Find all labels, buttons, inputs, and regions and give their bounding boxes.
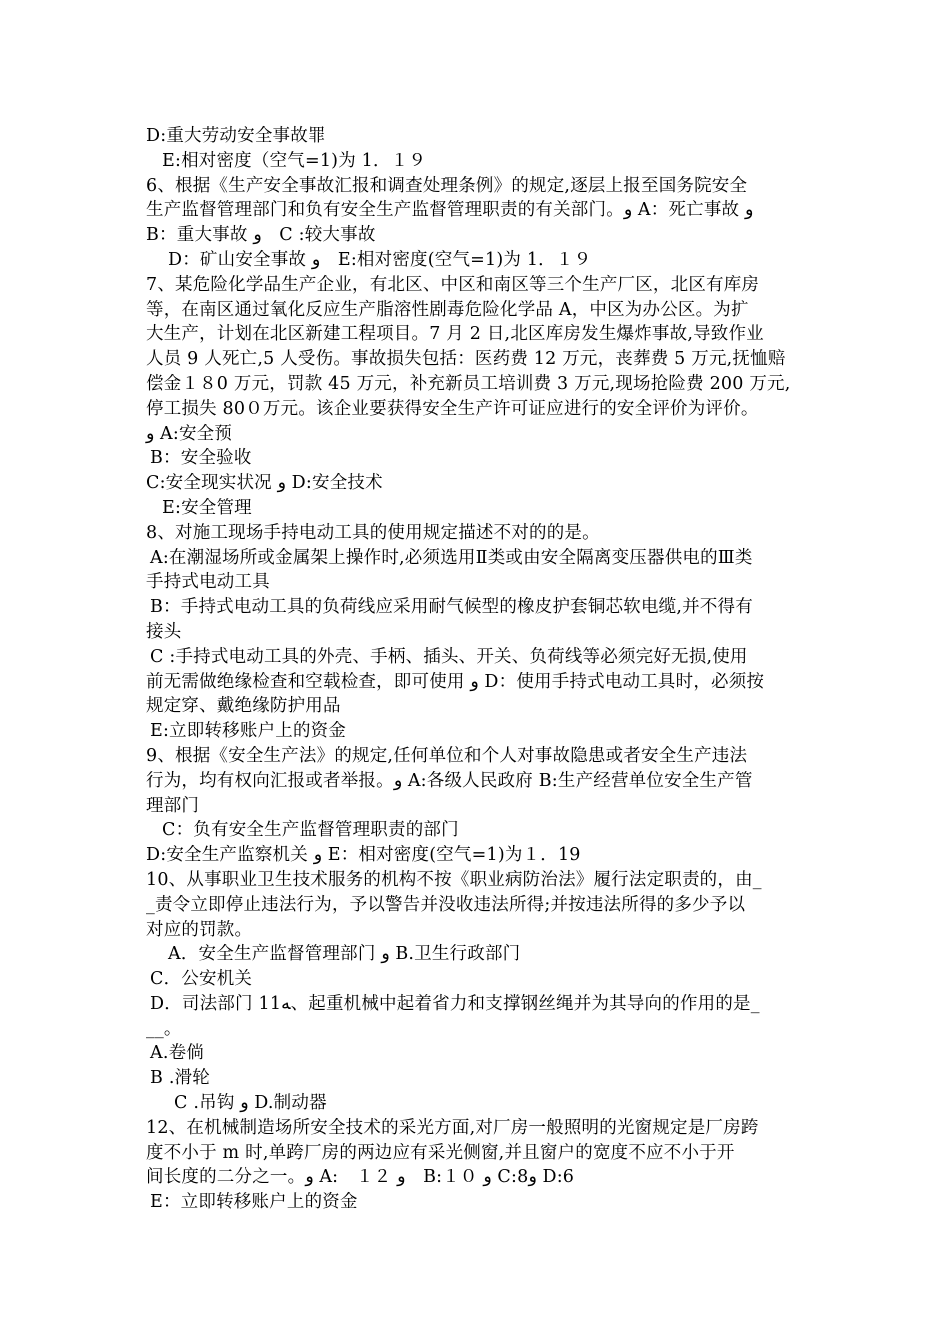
option-line: C:安全现实状况 و D:安全技术 <box>146 473 383 494</box>
option-line: C：负有安全生产监督管理职责的部门 <box>162 820 459 841</box>
question-line: 9、根据《安全生产法》的规定,任何单位和个人对事故隐患或者安全生产违法 <box>146 745 748 766</box>
option-line: 手持式电动工具 <box>146 572 270 593</box>
question-line: 间长度的二分之一。و A: １２ و B:１０ و C:8و D:6 <box>146 1167 575 1188</box>
option-line: A.卷倘 <box>150 1043 205 1064</box>
option-line: A:在潮湿场所或金属架上操作时,必须选用Ⅱ类或由安全隔离变压器供电的Ⅲ类 <box>150 547 753 568</box>
option-line: B：手持式电动工具的负荷线应采用耐气候型的橡皮护套铜芯软电缆,并不得有 <box>150 597 753 618</box>
question-line: D．司法部门 11ﻪ、起重机械中起着省力和支撑钢丝绳并为其导向的作用的是_ <box>150 993 760 1014</box>
question-line: __。 <box>146 1018 182 1039</box>
option-line: C．公安机关 <box>150 969 253 990</box>
question-line: 生产监督管理部门和负有安全生产监督管理职责的有关部门。و A：死亡事故 و <box>146 200 754 221</box>
question-line: 大生产，计划在北区新建工程项目。7 月 2 日,北区库房发生爆炸事故,导致作业 <box>146 324 764 345</box>
question-line: 偿金１８0 万元，罚款 45 万元，补充新员工培训费 3 万元,现场抢险费 200 万元, <box>146 373 791 394</box>
question-line: 对应的罚款。 <box>146 919 253 940</box>
question-line: _责令立即停止违法行为，予以警告并没收违法所得;并按违法所得的多少予以 <box>146 894 746 915</box>
option-line: B：安全验收 <box>150 448 252 469</box>
question-line: 行为，均有权向汇报或者举报。و A:各级人民政府 B:生产经营单位安全生产管 <box>146 770 753 791</box>
option-line: C :手持式电动工具的外壳、手柄、插头、开关、负荷线等必须完好无损,使用 <box>150 646 748 667</box>
option-line: B .滑轮 <box>150 1068 210 1089</box>
question-line: 等，在南区通过氧化反应生产脂溶性剧毒危险化学品 A，中区为办公区。为扩 <box>146 299 749 320</box>
question-line: 人员 9 人死亡,5 人受伤。事故损失包括：医药费 12 万元，丧葬费 5 万元,抚恤赔 <box>146 349 786 370</box>
option-line: 规定穿、戴绝缘防护用品 <box>146 696 341 717</box>
option-line: E:立即转移账户上的资金 <box>150 721 347 742</box>
option-line: D:重大劳动安全事故罪 <box>146 126 326 146</box>
option-line: D:安全生产监察机关 و E：相对密度(空气=1)为１．19 <box>146 845 581 866</box>
question-line: 停工损失 80０万元。该企业要获得安全生产许可证应进行的安全评价为评价。 <box>146 398 759 419</box>
option-line: D：矿山安全事故 و E:相对密度(空气=1)为 1．１９ <box>168 249 592 270</box>
document-page <box>146 124 814 1215</box>
option-line: و A:安全预 <box>146 423 233 444</box>
option-line: 前无需做绝缘检查和空载检查，即可使用 و D：使用手持式电动工具时，必须按 <box>146 671 765 692</box>
option-line: A．安全生产监督管理部门 و B.卫生行政部门 <box>168 944 521 965</box>
option-line: 理部门 <box>146 795 200 816</box>
question-line: 7、某危险化学品生产企业，有北区、中区和南区等三个生产厂区，北区有库房 <box>146 274 760 295</box>
question-line: 度不小于 m 时,单跨厂房的两边应有采光侧窗,并且窗户的宽度不应不小于开 <box>146 1142 735 1163</box>
question-line: 10、从事职业卫生技术服务的机构不按《职业病防治法》履行法定职责的，由_ <box>146 869 762 890</box>
option-line: E:安全管理 <box>162 497 252 518</box>
option-line: B：重大事故 و C :较大事故 <box>146 225 376 246</box>
option-line: E:相对密度（空气=1)为 1．１９ <box>162 150 427 171</box>
question-line: 8、对施工现场手持电动工具的使用规定描述不对的的是。 <box>146 522 600 543</box>
option-line: E：立即转移账户上的资金 <box>150 1192 358 1213</box>
option-line: 接头 <box>146 621 182 642</box>
question-line: 6、根据《生产安全事故汇报和调查处理条例》的规定,逐层上报至国务院安全 <box>146 175 748 196</box>
question-line: 12、在机械制造场所安全技术的采光方面,对厂房一般照明的光窗规定是厂房跨 <box>146 1117 759 1138</box>
option-line: C .吊钩 و D.制动器 <box>174 1093 327 1114</box>
